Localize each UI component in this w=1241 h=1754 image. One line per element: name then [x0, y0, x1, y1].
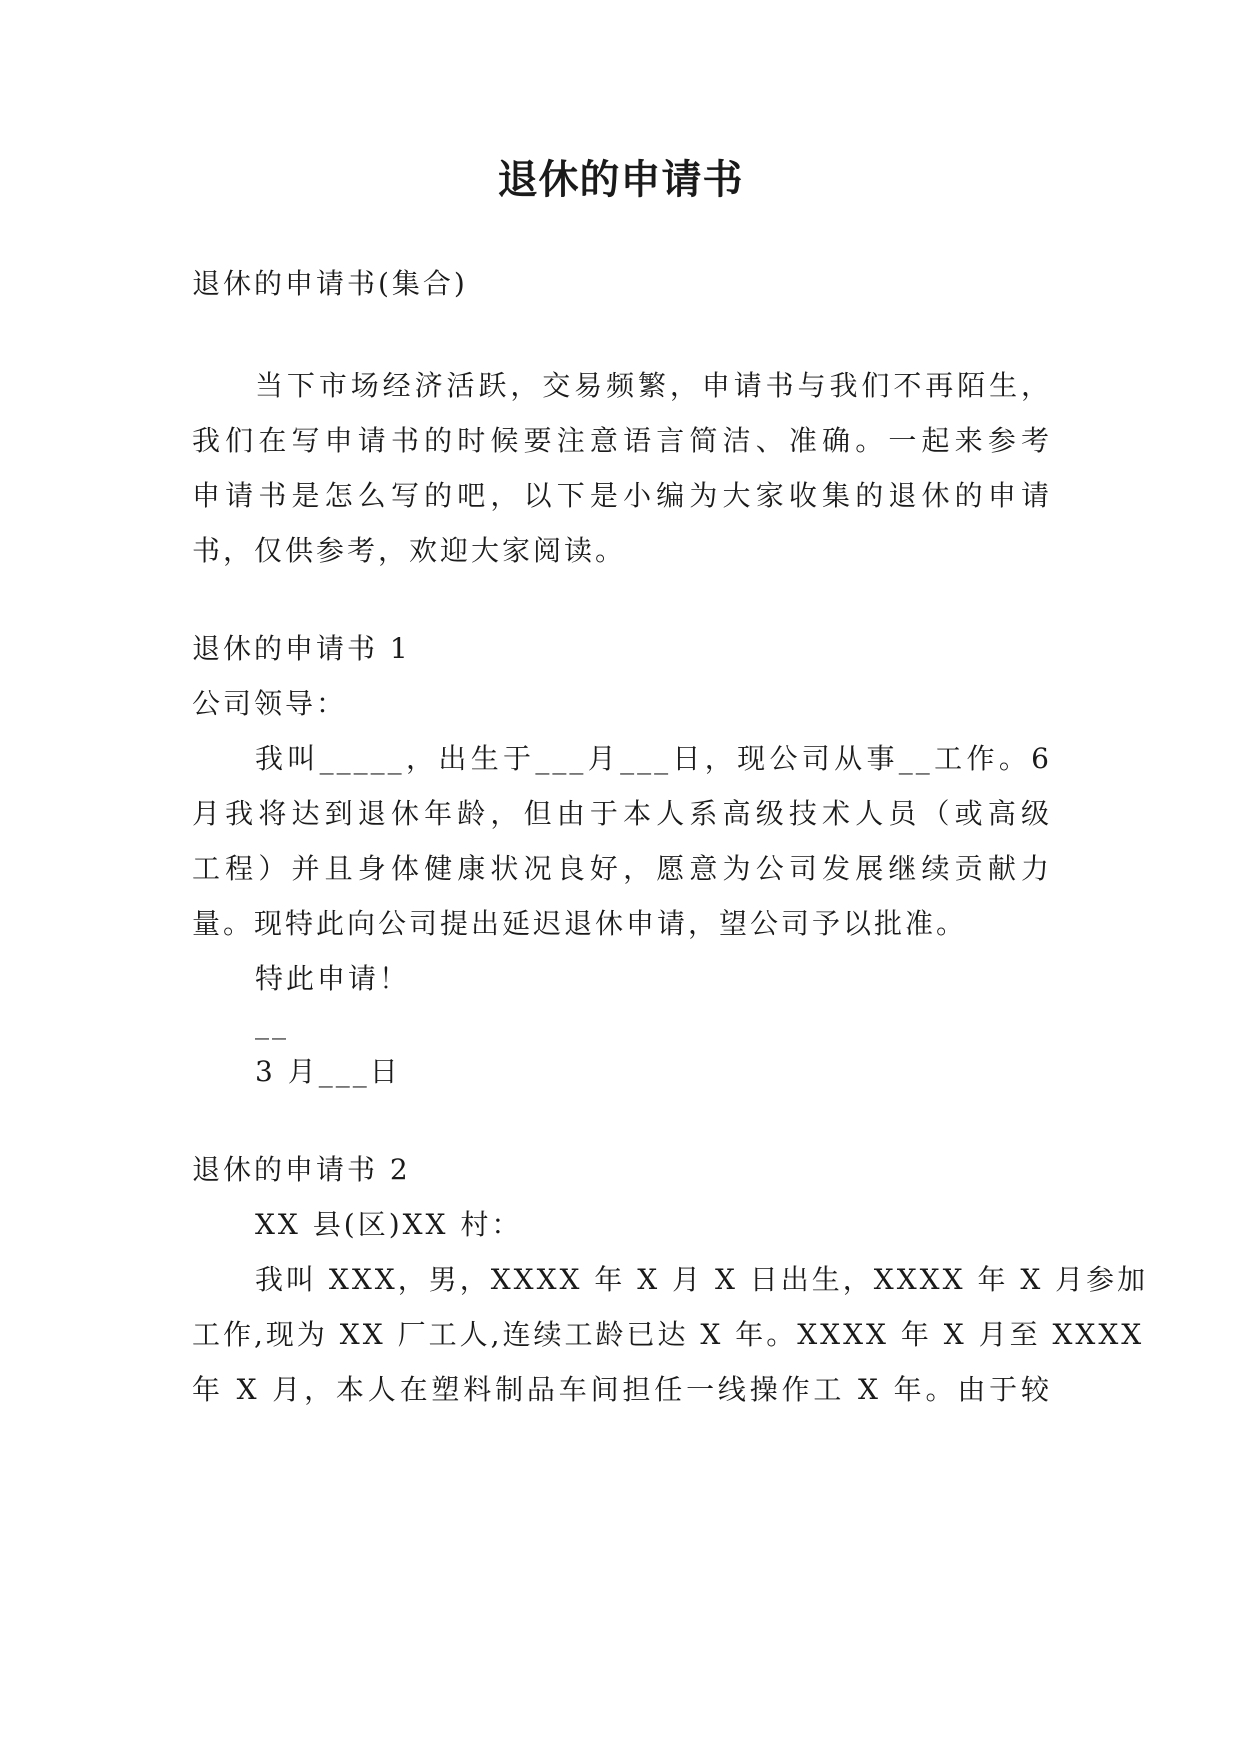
- document-title: 退休的申请书: [497, 157, 744, 203]
- section1-signature: __: [255, 1007, 289, 1040]
- section1-body-line: 工程）并且身体健康状况良好，愿意为公司发展继续贡献力: [192, 852, 1052, 885]
- section1-salutation: 公司领导：: [192, 687, 348, 720]
- section1-body-line: 量。现特此向公司提出延迟退休申请，望公司予以批准。: [192, 907, 968, 940]
- section1-body-line: 月我将达到退休年龄，但由于本人系高级技术人员（或高级: [192, 797, 1052, 830]
- section1-body-line: 我叫_____，出生于___月___日，现公司从事__工作。6: [255, 742, 1052, 775]
- document-subtitle: 退休的申请书(集合): [192, 267, 468, 300]
- intro-line: 书，仅供参考，欢迎大家阅读。: [192, 534, 627, 567]
- intro-line: 申请书是怎么写的吧，以下是小编为大家收集的退休的申请: [192, 479, 1052, 512]
- section2-body-line: 年 X 月，本人在塑料制品车间担任一线操作工 X 年。由于较: [192, 1373, 1052, 1406]
- section2-body-line: 我叫 XXX，男，XXXX 年 X 月 X 日出生，XXXX 年 X 月参加: [255, 1263, 1149, 1296]
- section2-heading: 退休的申请书 2: [192, 1153, 411, 1186]
- section2-salutation: XX 县(区)XX 村：: [255, 1208, 523, 1241]
- intro-line: 我们在写申请书的时候要注意语言简洁、准确。一起来参考: [192, 424, 1052, 457]
- section1-date: 3 月___日: [255, 1055, 401, 1088]
- intro-line: 当下市场经济活跃，交易频繁，申请书与我们不再陌生，: [255, 369, 1052, 402]
- section1-closing: 特此申请！: [255, 962, 411, 995]
- section2-body-line: 工作,现为 XX 厂工人,连续工龄已达 X 年。XXXX 年 X 月至 XXXX: [192, 1318, 1145, 1351]
- section1-heading: 退休的申请书 1: [192, 632, 411, 665]
